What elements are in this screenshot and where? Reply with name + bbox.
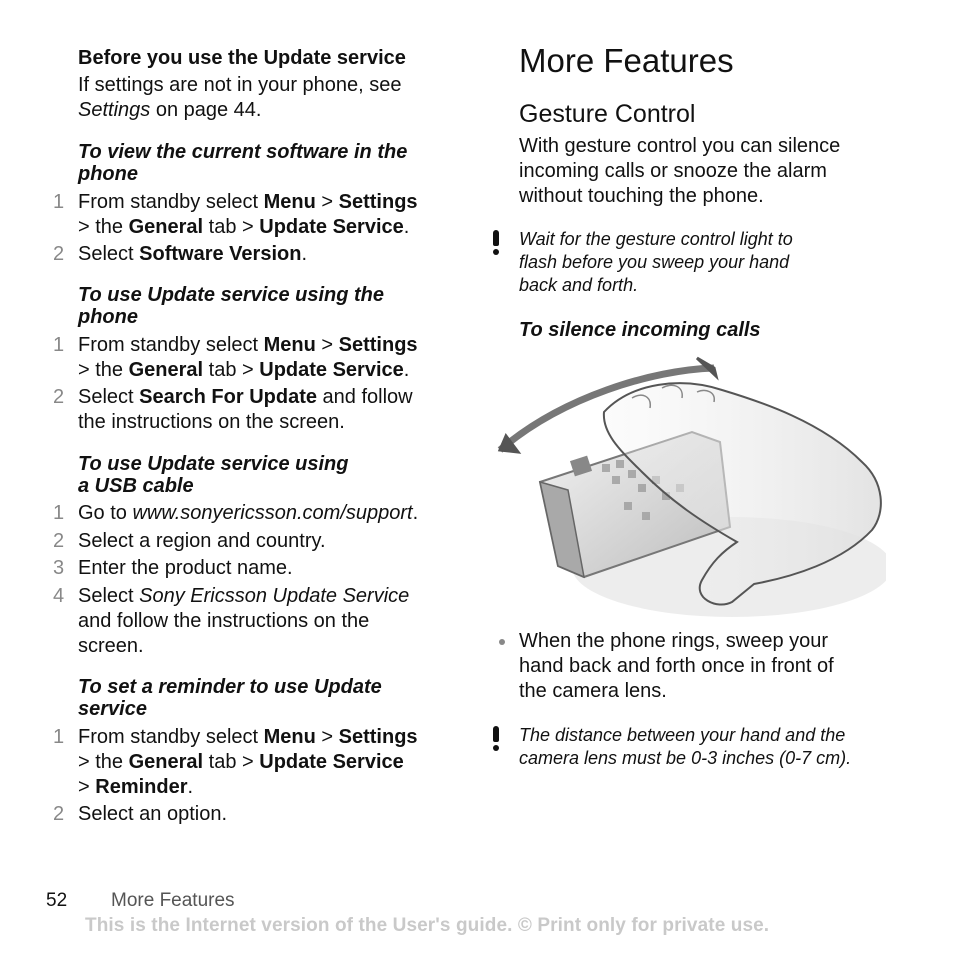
step-number: 1 [53, 726, 65, 748]
intro-reference: Settings on page 44. [78, 99, 262, 121]
intro-line: If settings are not in your phone, see [78, 74, 402, 96]
step-text: From standby select Menu > Settings > the General tab > Update Service. [78, 334, 418, 381]
step-text: Select Software Version. [78, 243, 307, 265]
step-number: 2 [53, 243, 65, 265]
bullet-marker [499, 639, 505, 645]
warning-icon [492, 726, 500, 751]
step-text: Select Sony Ericsson Update Service and follow the instructions on the screen. [78, 585, 410, 657]
footer-section: More Features [111, 890, 235, 911]
settings-link[interactable]: Settings [78, 99, 151, 121]
step-number: 2 [53, 386, 65, 408]
task-title-silence: To silence incoming calls [519, 319, 761, 341]
task-title: To view the current software in the phone [78, 141, 408, 185]
note-gesture-light: Wait for the gesture control light to flash before you sweep your hand back and forth. [519, 229, 793, 295]
step-text: Select an option. [78, 803, 227, 825]
step-text: Go to www.sonyericsson.com/support. [78, 502, 419, 524]
step-text: Select a region and country. [78, 530, 326, 552]
gesture-illustration [492, 352, 886, 628]
section-heading: Before you use the Update service [78, 47, 406, 69]
bullet-instruction: When the phone rings, sweep your hand back and forth once in front of the camera lens. [519, 630, 834, 702]
page-number: 52 [46, 890, 68, 911]
step-text: From standby select Menu > Settings > the General tab > Update Service. [78, 191, 418, 238]
hand-over-phone-illustration [492, 352, 886, 628]
step-number: 2 [53, 803, 65, 825]
step-number: 4 [53, 585, 65, 607]
step-text: Enter the product name. [78, 557, 293, 579]
task-title: To set a reminder to use Update service [78, 676, 382, 720]
step-text: Select Search For Update and follow the instructions on the screen. [78, 386, 413, 433]
section-subtitle: Gesture Control [519, 100, 696, 128]
page-title: More Features [519, 42, 734, 79]
step-number: 1 [53, 502, 65, 524]
footer-notice: This is the Internet version of the User's guide. © Print only for private use. [85, 915, 770, 936]
warning-icon [492, 230, 500, 255]
step-number: 3 [53, 557, 65, 579]
note-distance: The distance between your hand and the camera lens must be 0-3 inches (0-7 cm). [519, 725, 852, 768]
intro-paragraph: With gesture control you can silence incoming calls or snooze the alarm without touching the phone. [519, 135, 841, 207]
step-number: 1 [53, 191, 65, 213]
task-title: To use Update service using the phone [78, 284, 385, 328]
step-number: 2 [53, 530, 65, 552]
step-number: 1 [53, 334, 65, 356]
step-text: From standby select Menu > Settings > the General tab > Update Service > Reminder. [78, 726, 418, 798]
task-title: To use Update service using a USB cable [78, 453, 349, 497]
